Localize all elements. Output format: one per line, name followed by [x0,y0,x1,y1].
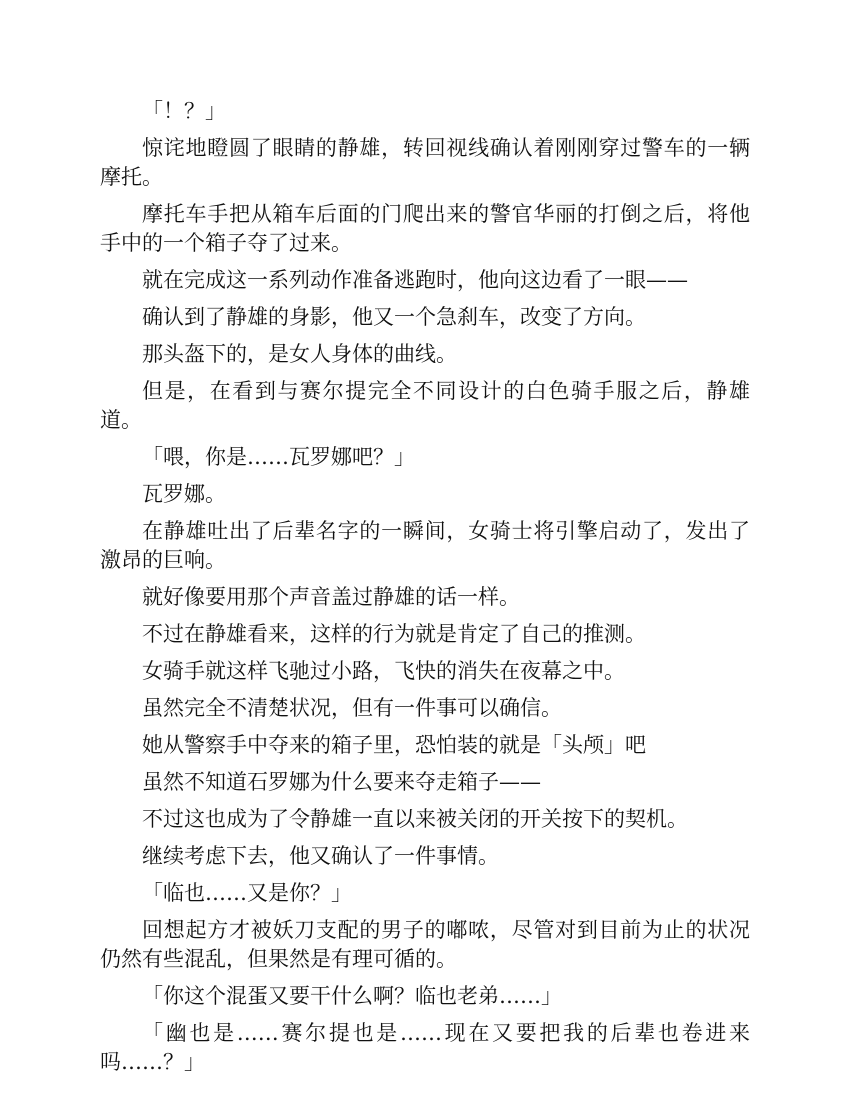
text-column [100,97,750,1085]
paragraph: 惊诧地瞪圆了眼睛的静雄，转回视线确认着刚刚穿过警车的一辆摩托。 [100,136,750,189]
paragraph: 她从警察手中夺来的箱子里，恐怕装的就是「头颅」吧 [142,733,646,757]
paragraph: 回想起方才被妖刀支配的男子的嘟哝，尽管对到目前为止的状况仍然有些混乱，但果然是有理可循的。 [100,918,750,971]
paragraph: 虽然不知道石罗娜为什么要来夺走箱子—— [142,770,541,794]
paragraph: 虽然完全不清楚状况，但有一件事可以确信。 [142,696,562,720]
paragraph: 「！？」 [142,99,226,123]
paragraph: 「喂，你是……瓦罗娜吧？」 [142,445,415,469]
paragraph: 女骑手就这样飞驰过小路，飞快的消失在夜幕之中。 [142,659,625,683]
paragraph: 就好像要用那个声音盖过静雄的话一样。 [142,585,520,609]
paragraph: 那头盔下的，是女人身体的曲线。 [142,342,457,366]
paragraph: 不过这也成为了令静雄一直以来被关闭的开关按下的契机。 [142,807,688,831]
paragraph: 继续考虑下去，他又确认了一件事情。 [142,844,499,868]
paragraph: 但是，在看到与赛尔提完全不同设计的白色骑手服之后，静雄道。 [100,379,750,432]
paragraph: 就在完成这一系列动作准备逃跑时，他向这边看了一眼—— [142,268,688,292]
paragraph: 在静雄吐出了后辈名字的一瞬间，女骑士将引擎启动了，发出了激昂的巨响。 [100,519,750,572]
paragraph: 瓦罗娜。 [142,482,226,506]
paragraph: 确认到了静雄的身影，他又一个急刹车，改变了方向。 [142,305,646,329]
paragraph: 「临也……又是你？」 [142,881,352,905]
paragraph: 不过在静雄看来，这样的行为就是肯定了自己的推测。 [142,622,646,646]
paragraph: 摩托车手把从箱车后面的门爬出来的警官华丽的打倒之后，将他手中的一个箱子夺了过来。 [100,202,750,255]
paragraph: 「你这个混蛋又要干什么啊？临也老弟……」 [142,984,562,1008]
paragraph: 「幽也是……赛尔提也是……现在又要把我的后辈也卷进来吗……？」 [100,1021,750,1074]
